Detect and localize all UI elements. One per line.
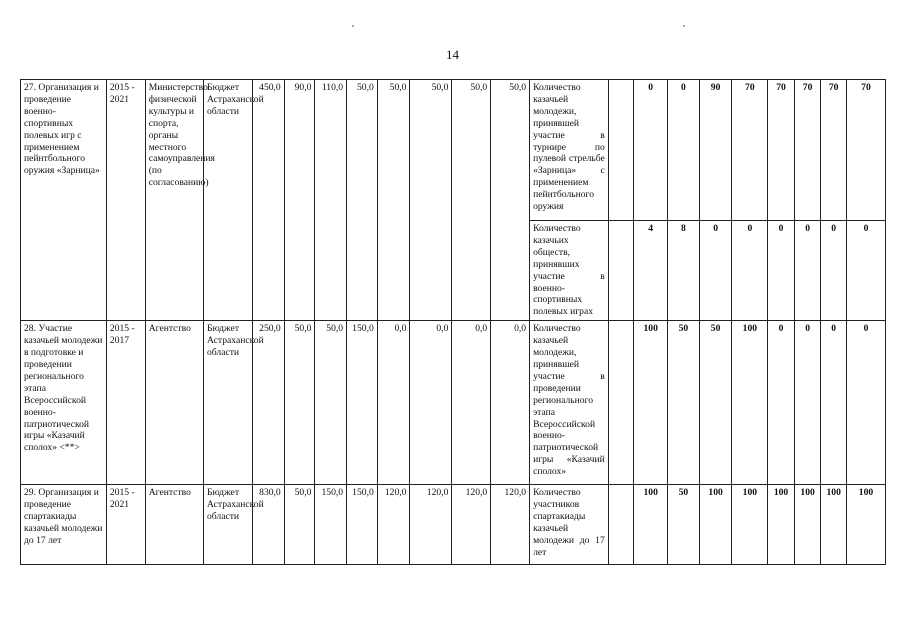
table-row (21, 321, 886, 485)
indicator-value-cell: 0 (668, 80, 700, 221)
scan-speck (683, 25, 685, 27)
indicator-value-cell: 100 (634, 485, 668, 565)
indicator-value-cell: 8 (668, 221, 700, 321)
indicator-value-cell: 100 (699, 485, 732, 565)
indicator-value-cell: 50 (668, 321, 700, 485)
event-name-cell: 27. Организация и проведение военно-спортивных полевых игр с применением пейнтбольного оружия «Зарница» (21, 80, 107, 321)
indicator-value-cell: 70 (768, 80, 795, 221)
funding-value-cell: 0,0 (452, 321, 491, 485)
funding-value-cell: 50,0 (284, 321, 315, 485)
funding-value-cell: 830,0 (253, 485, 285, 565)
indicator-value-cell: 0 (846, 221, 885, 321)
indicator-value-cell: 90 (699, 80, 732, 221)
indicator-value-cell: 0 (821, 221, 847, 321)
funding-source-cell: Бюджет Астраханской области (203, 321, 252, 485)
indicator-value-cell: 100 (821, 485, 847, 565)
funding-value-cell: 50,0 (491, 80, 530, 321)
funding-value-cell: 0,0 (410, 321, 452, 485)
indicator-value-cell: 0 (732, 221, 768, 321)
indicator-value-cell: 70 (821, 80, 847, 221)
indicator-value-cell: 0 (768, 321, 795, 485)
indicator-value-cell: 100 (732, 321, 768, 485)
event-name-cell: 28. Участие казачьей молодежи в подготовке и проведении регионального этапа Всероссийской военно-патриотической игры «Казачий сполох» <**> (21, 321, 107, 485)
funding-value-cell: 110,0 (315, 80, 347, 321)
funding-value-cell: 0,0 (377, 321, 410, 485)
indicator-name-cell: Количество казачьей молодежи, принявшей участие в турнире по пулевой стрельбе «Зарница» с применением пейнтбольного оружия (530, 80, 609, 221)
period-cell: 2015 - 2021 (106, 80, 145, 321)
indicator-value-cell: 0 (794, 221, 821, 321)
funding-value-cell: 250,0 (253, 321, 285, 485)
indicator-name-cell: Количество участников спартакиады казачьей молодежи до 17 лет (530, 485, 609, 565)
funding-value-cell: 50,0 (452, 80, 491, 321)
funding-value-cell: 120,0 (491, 485, 530, 565)
indicator-value-cell: 0 (794, 321, 821, 485)
indicator-value-cell: 0 (768, 221, 795, 321)
executor-cell: Агентство (145, 321, 203, 485)
executor-cell: Министерство физической культуры и спорта, органы местного самоуправления (по согласованию) (145, 80, 203, 321)
indicator-value-cell: 0 (634, 80, 668, 221)
indicator-value-cell: 70 (846, 80, 885, 221)
indicator-value-cell: 100 (768, 485, 795, 565)
period-cell: 2015 - 2017 (106, 321, 145, 485)
empty-cell (608, 321, 634, 485)
funding-value-cell: 90,0 (284, 80, 315, 321)
indicator-value-cell: 100 (846, 485, 885, 565)
indicator-value-cell: 100 (634, 321, 668, 485)
funding-source-cell: Бюджет Астраханской области (203, 485, 252, 565)
empty-cell (608, 80, 634, 221)
scan-speck (352, 25, 354, 27)
empty-cell (608, 221, 634, 321)
indicator-name-cell: Количество казачьих обществ, принявших участие в военно-спортивных полевых играх (530, 221, 609, 321)
period-cell: 2015 - 2021 (106, 485, 145, 565)
funding-value-cell: 450,0 (253, 80, 285, 321)
indicator-name-cell: Количество казачьей молодежи, принявшей участие в проведении регионального этапа Всероссийской военно-патриотической игры «Казачий сполох» (530, 321, 609, 485)
funding-value-cell: 150,0 (347, 321, 378, 485)
indicator-value-cell: 50 (699, 321, 732, 485)
indicator-value-cell: 100 (794, 485, 821, 565)
indicator-value-cell: 100 (732, 485, 768, 565)
funding-source-cell: Бюджет Астраханской области (203, 80, 252, 321)
funding-value-cell: 150,0 (347, 485, 378, 565)
funding-value-cell: 50,0 (347, 80, 378, 321)
table-row (21, 80, 886, 221)
funding-value-cell: 50,0 (410, 80, 452, 321)
empty-cell (608, 485, 634, 565)
funding-value-cell: 50,0 (315, 321, 347, 485)
indicator-value-cell: 70 (732, 80, 768, 221)
funding-value-cell: 50,0 (377, 80, 410, 321)
funding-value-cell: 150,0 (315, 485, 347, 565)
page-number: 14 (446, 47, 459, 62)
table-row (21, 485, 886, 565)
indicator-value-cell: 4 (634, 221, 668, 321)
event-name-cell: 29. Организация и проведение спартакиады казачьей молодежи до 17 лет (21, 485, 107, 565)
executor-cell: Агентство (145, 485, 203, 565)
funding-value-cell: 120,0 (410, 485, 452, 565)
funding-value-cell: 0,0 (491, 321, 530, 485)
program-events-table (20, 79, 886, 565)
indicator-value-cell: 50 (668, 485, 700, 565)
indicator-value-cell: 70 (794, 80, 821, 221)
funding-value-cell: 50,0 (284, 485, 315, 565)
indicator-value-cell: 0 (821, 321, 847, 485)
funding-value-cell: 120,0 (377, 485, 410, 565)
funding-value-cell: 120,0 (452, 485, 491, 565)
indicator-value-cell: 0 (846, 321, 885, 485)
indicator-value-cell: 0 (699, 221, 732, 321)
